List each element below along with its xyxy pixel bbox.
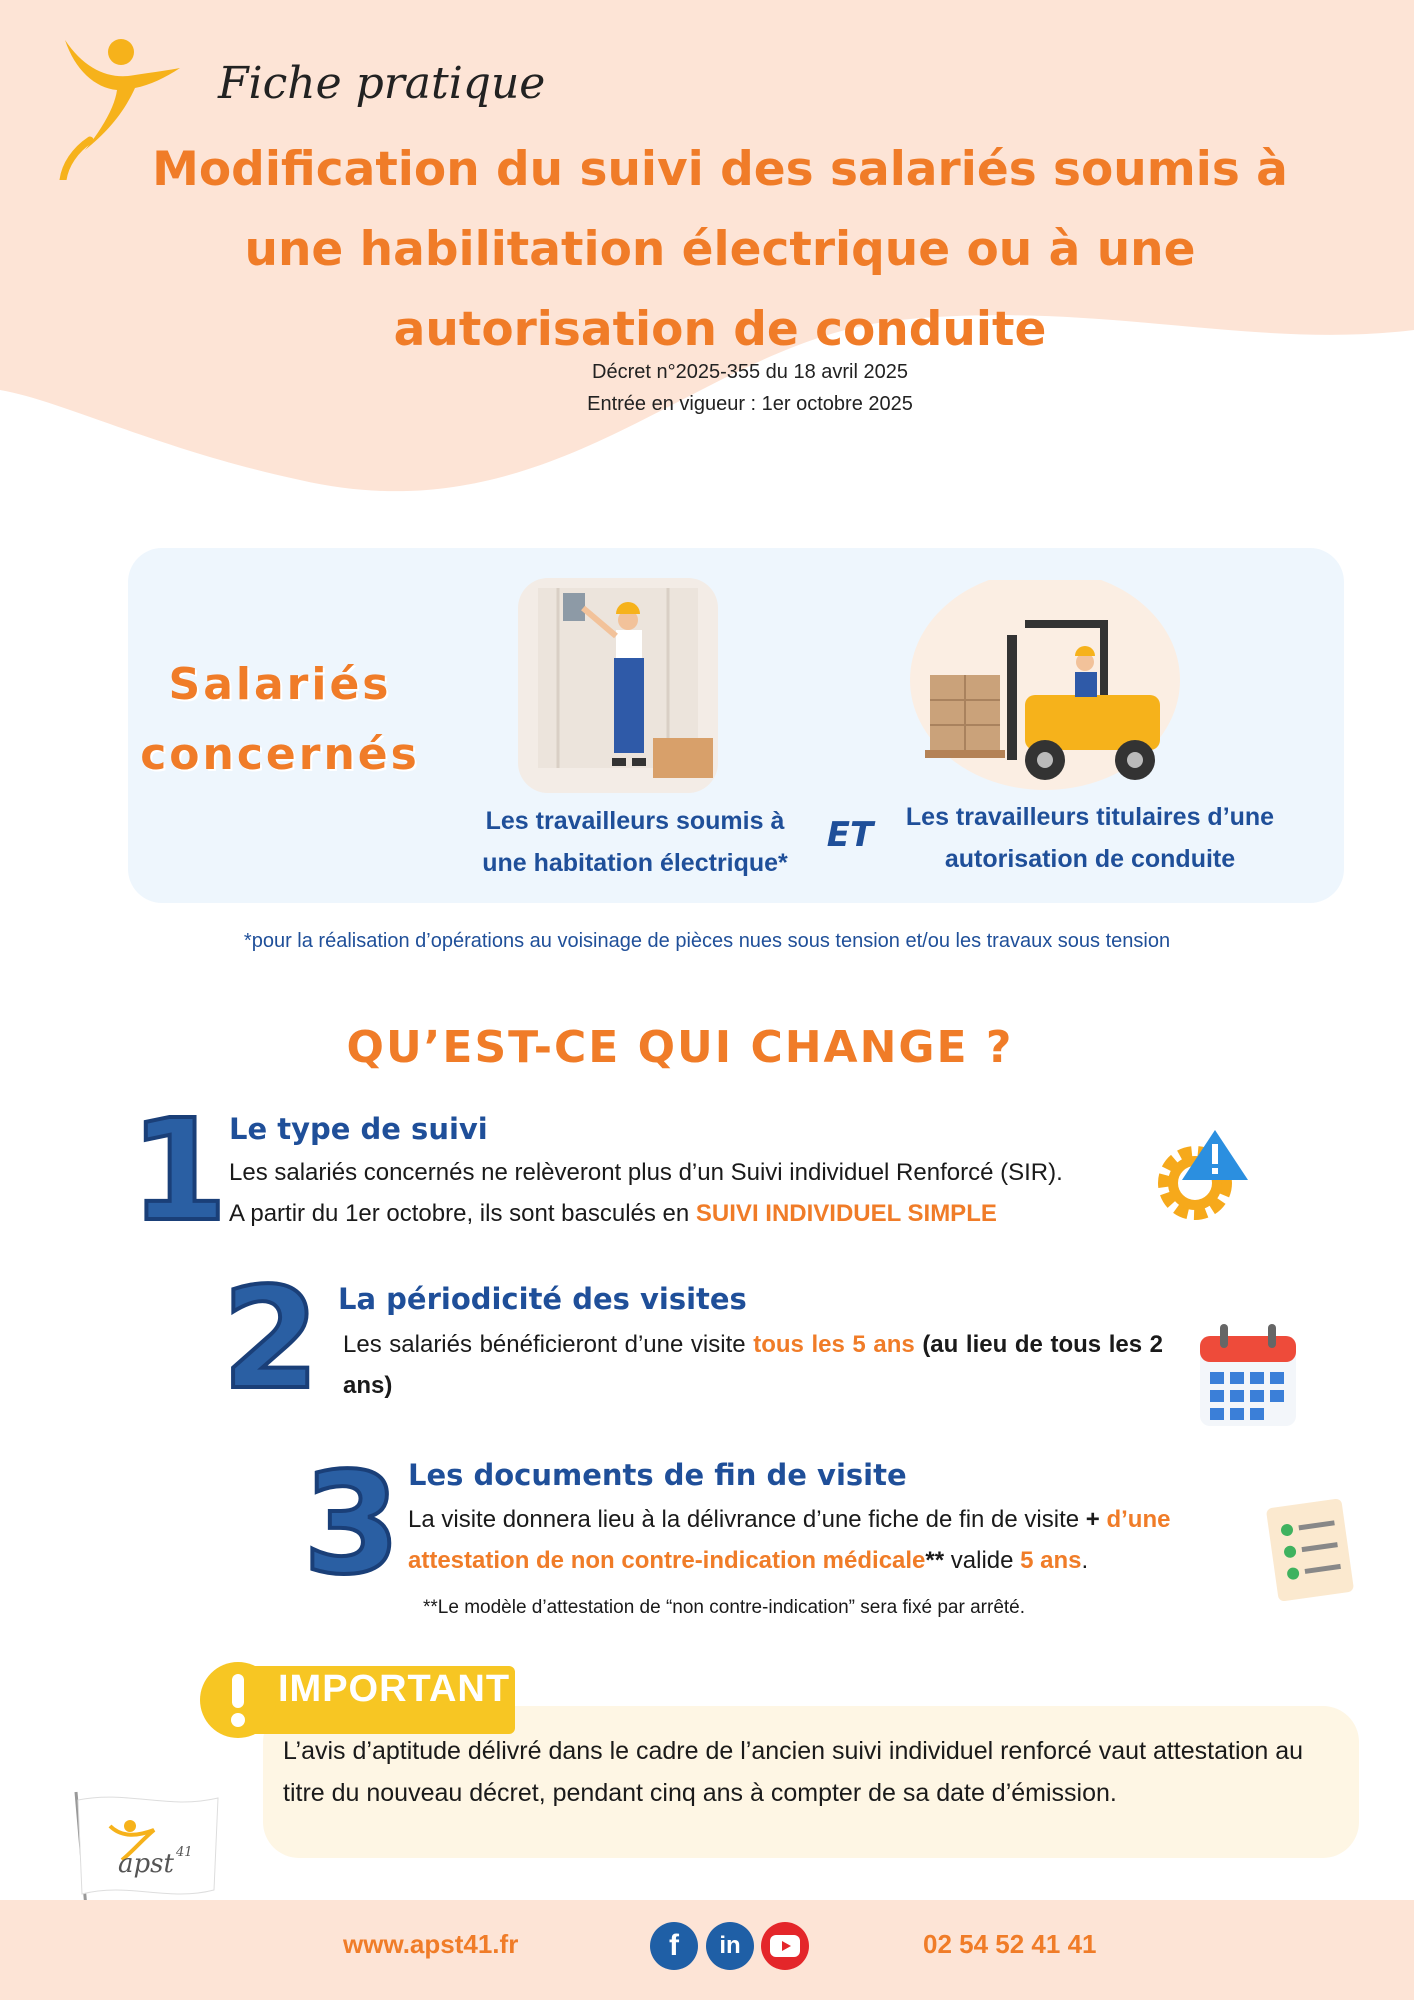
logo-brand-text: apst bbox=[118, 1849, 174, 1879]
step-3-mid: valide bbox=[944, 1547, 1021, 1574]
changes-heading: QU’EST-CE QUI CHANGE ? bbox=[346, 1022, 1014, 1073]
conjunction-label: ET bbox=[826, 815, 874, 855]
calendar-icon bbox=[1196, 1322, 1300, 1432]
step-3-highlight-2: 5 ans bbox=[1020, 1547, 1082, 1574]
website-link[interactable]: www.apst41.fr bbox=[343, 1929, 519, 1959]
step-3-text bbox=[408, 1499, 1238, 1581]
page-title: Modification du suivi des salariés soumis à une habilitation électrique ou à une autorisation de conduite bbox=[152, 142, 1288, 357]
step-1-text bbox=[229, 1152, 1129, 1234]
facebook-icon[interactable]: f bbox=[650, 1922, 698, 1970]
concerned-employees-heading bbox=[130, 650, 430, 790]
step-2-number: 2 bbox=[222, 1258, 320, 1421]
electrician-illustration-icon bbox=[518, 578, 718, 798]
electrical-workers-label bbox=[460, 800, 810, 884]
step-2-text bbox=[343, 1324, 1163, 1406]
step-2-prefix: Les salariés bénéficieront d’une visite bbox=[343, 1331, 754, 1358]
step-3-prefix: La visite donnera lieu à la délivrance d’une fiche de fin de visite bbox=[408, 1506, 1086, 1533]
step-2-highlight: tous les 5 ans bbox=[753, 1331, 915, 1358]
decree-reference: Décret n°2025-355 du 18 avril 2025 bbox=[592, 361, 908, 383]
step-3-number: 3 bbox=[303, 1443, 401, 1606]
concerned-footnote: *pour la réalisation d’opérations au voisinage de pièces nues sous tension et/ou les travaux sous tension bbox=[243, 930, 1171, 952]
step-3-stars: ** bbox=[925, 1547, 945, 1574]
step-1-line-2-prefix: A partir du 1er octobre, ils sont basculés en bbox=[229, 1200, 696, 1227]
driving-workers-label bbox=[890, 796, 1290, 880]
forklift-illustration-icon bbox=[905, 580, 1180, 790]
step-2-bold: (au lieu de tous les 2 ans) bbox=[343, 1331, 1164, 1399]
step-1-line-1: Les salariés concernés ne relèveront plus d’un Suivi individuel Renforcé (SIR). bbox=[229, 1159, 1063, 1186]
worker2-line-1: Les travailleurs titulaires d’une bbox=[905, 803, 1275, 831]
step-1-number: 1 bbox=[130, 1090, 228, 1253]
step-1-line-2 bbox=[229, 1193, 1129, 1234]
important-text: L’avis d’aptitude délivré dans le cadre de l’ancien suivi individuel renforcé vaut attestation au titre du nouveau décret, pendant cinq ans à compter de sa date d’émission. bbox=[283, 1737, 1304, 1807]
important-label: IMPORTANT bbox=[278, 1668, 511, 1710]
youtube-play-icon bbox=[770, 1935, 800, 1957]
step-3-highlight: d’une attestation de non contre-indication médicale bbox=[408, 1506, 1171, 1574]
checklist-icon bbox=[1258, 1497, 1358, 1601]
phone-number[interactable]: 02 54 52 41 41 bbox=[923, 1929, 1097, 1959]
gear-warning-icon bbox=[1150, 1128, 1250, 1224]
heading-line-1: Salariés bbox=[168, 659, 392, 710]
worker1-line-2: une habitation électrique* bbox=[482, 849, 788, 877]
worker1-line-1: Les travailleurs soumis à bbox=[485, 807, 785, 835]
step-3-plus: + bbox=[1085, 1506, 1100, 1533]
youtube-icon[interactable] bbox=[761, 1922, 809, 1970]
apst41-flag-logo-icon bbox=[68, 1790, 228, 1910]
step-3-title: Les documents de fin de visite bbox=[408, 1458, 907, 1492]
step-1-highlight: SUIVI INDIVIDUEL SIMPLE bbox=[695, 1200, 997, 1227]
step-3-end: . bbox=[1081, 1547, 1089, 1574]
heading-line-2: concernés bbox=[140, 729, 420, 780]
logo-brand-superscript: 41 bbox=[176, 1845, 193, 1860]
effective-date: Entrée en vigueur : 1er octobre 2025 bbox=[587, 393, 913, 415]
linkedin-icon[interactable]: in bbox=[706, 1922, 754, 1970]
decree-info bbox=[450, 356, 1050, 420]
step-3-footnote: **Le modèle d’attestation de “non contre-indication” sera fixé par arrêté. bbox=[423, 1597, 1026, 1618]
step-2-title: La périodicité des visites bbox=[338, 1282, 747, 1316]
worker2-line-2: autorisation de conduite bbox=[944, 845, 1236, 873]
document-type-label: Fiche pratique bbox=[218, 58, 546, 109]
step-1-title: Le type de suivi bbox=[229, 1112, 488, 1146]
